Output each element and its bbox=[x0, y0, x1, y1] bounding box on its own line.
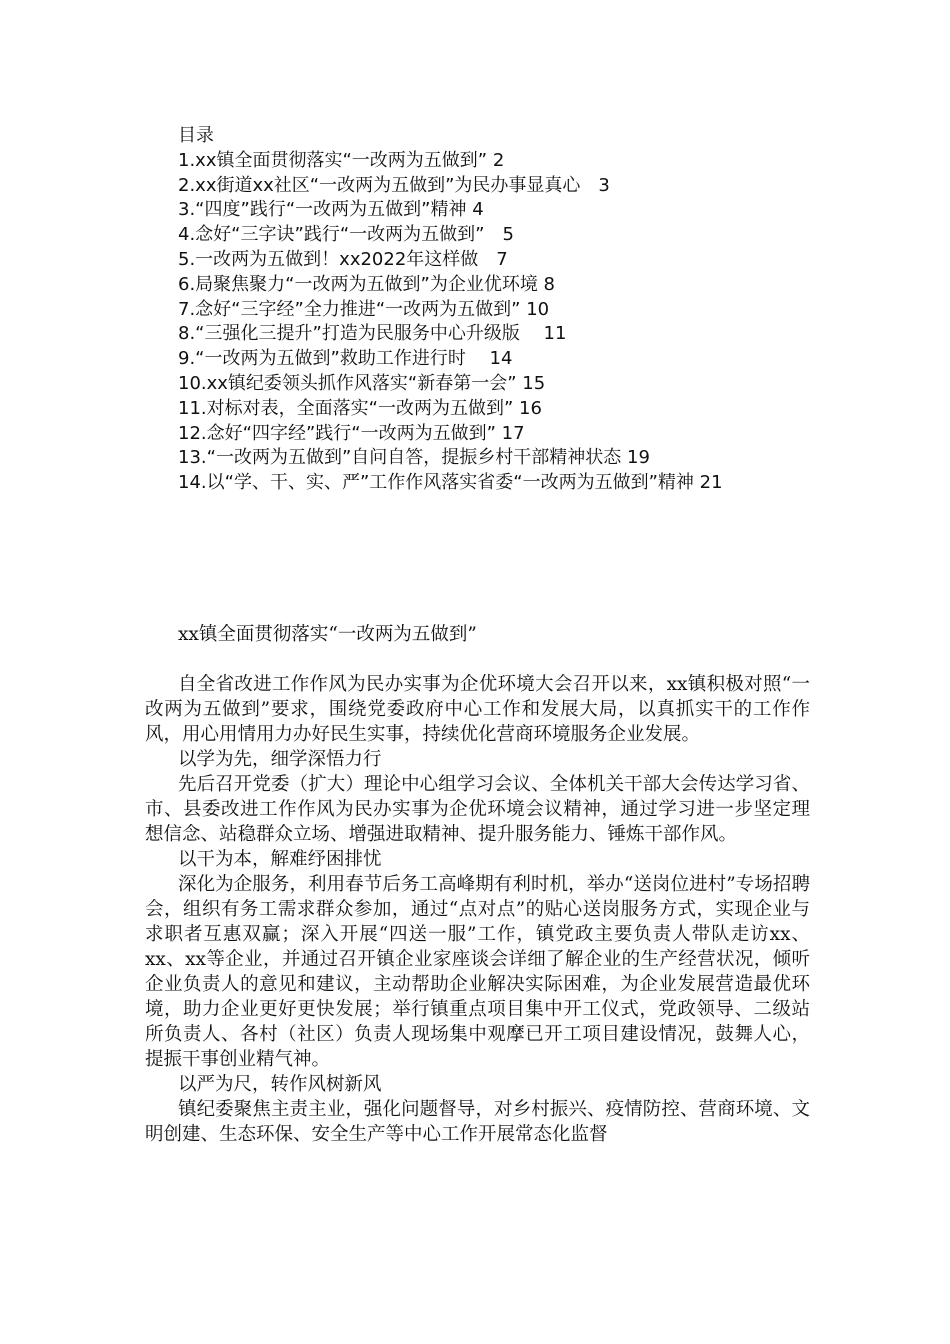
toc-item[interactable]: 10.xx镇纪委领头抓作风落实“新春第一会” 15 bbox=[178, 372, 546, 394]
section-heading: 以严为尺，转作风树新风 bbox=[178, 1074, 382, 1095]
toc-item[interactable]: 11.对标对表，全面落实“一改两为五做到” 16 bbox=[178, 397, 542, 419]
toc-item[interactable]: 2.xx街道xx社区“一改两为五做到”为民办事显真心 3 bbox=[178, 174, 610, 196]
toc-item[interactable]: 14.以“学、干、实、严”工作作风落实省委“一改两为五做到”精神 21 bbox=[178, 472, 723, 494]
article-paragraph: 镇纪委聚焦主责主业，强化问题督导，对乡村振兴、疫情防控、营商环境、文明创建、生态环保、安全生产等中心工作开展常态化监督 bbox=[145, 1099, 810, 1145]
toc-item[interactable]: 8.“三强化三提升”打造为民服务中心升级版 11 bbox=[178, 323, 567, 345]
toc-item[interactable]: 4.念好“三字诀”践行“一改两为五做到” 5 bbox=[178, 224, 514, 246]
article bbox=[145, 622, 810, 1147]
article-paragraph: 自全省改进工作作风为民办实事为企优环境大会召开以来，xx镇积极对照“一改两为五做到”要求，围绕党委政府中心工作和发展大局，以真抓实干的工作作风，用心用情用力办好民生实事，持续优化营商环境服务企业发展。 bbox=[145, 674, 810, 745]
article-paragraph: 深化为企服务，利用春节后务工高峰期有利时机，举办“送岗位进村”专场招聘会，组织有务工需求群众参加，通过“点对点”的贴心送岗服务方式，实现企业与求职者互惠双赢；深入开展“四送一服”工作，镇党政主要负责人带队走访xx、xx、xx等企业，并通过召开镇企业家座谈会详细了解企业的生产经营状况，倾听企业负责人的意见和建议，主动帮助企业解决实际困难，为企业发展营造最优环境，助力企业更好更快发展；举行镇重点项目集中开工仪式，党政领导、二级站所负责人、各村（社区）负责人现场集中观摩已开工项目建设情况，鼓舞人心，提振干事创业精气神。 bbox=[145, 874, 810, 1070]
toc-item[interactable]: 6.局聚焦聚力“一改两为五做到”为企业优环境 8 bbox=[178, 273, 555, 295]
toc-item[interactable]: 12.念好“四字经”践行“一改两为五做到” 17 bbox=[178, 422, 525, 444]
article-title: xx镇全面贯彻落实“一改两为五做到” bbox=[178, 624, 477, 645]
section-heading: 以学为先，细学深悟力行 bbox=[178, 749, 382, 770]
section-heading: 以干为本，解难纾困排忧 bbox=[178, 849, 382, 870]
toc-item[interactable]: 7.念好“三字经”全力推进“一改两为五做到” 10 bbox=[178, 298, 550, 320]
article-paragraph: 先后召开党委（扩大）理论中心组学习会议、全体机关干部大会传达学习省、市、县委改进工作作风为民办实事为企优环境会议精神，通过学习进一步坚定理想信念、站稳群众立场、增强进取精神、提升服务能力、锤炼干部作风。 bbox=[145, 774, 810, 845]
toc-item[interactable]: 3.“四度”践行“一改两为五做到”精神 4 bbox=[178, 199, 484, 221]
toc-item[interactable]: 1.xx镇全面贯彻落实“一改两为五做到” 2 bbox=[178, 149, 505, 171]
toc-title: 目录 bbox=[178, 125, 214, 146]
toc-item[interactable]: 9.“一改两为五做到”救助工作进行时 14 bbox=[178, 348, 513, 370]
toc-item[interactable]: 5.一改两为五做到！xx2022年这样做 7 bbox=[178, 248, 508, 270]
toc-item[interactable]: 13.“一改两为五做到”自问自答，提振乡村干部精神状态 19 bbox=[178, 447, 650, 469]
table-of-contents bbox=[145, 124, 815, 496]
